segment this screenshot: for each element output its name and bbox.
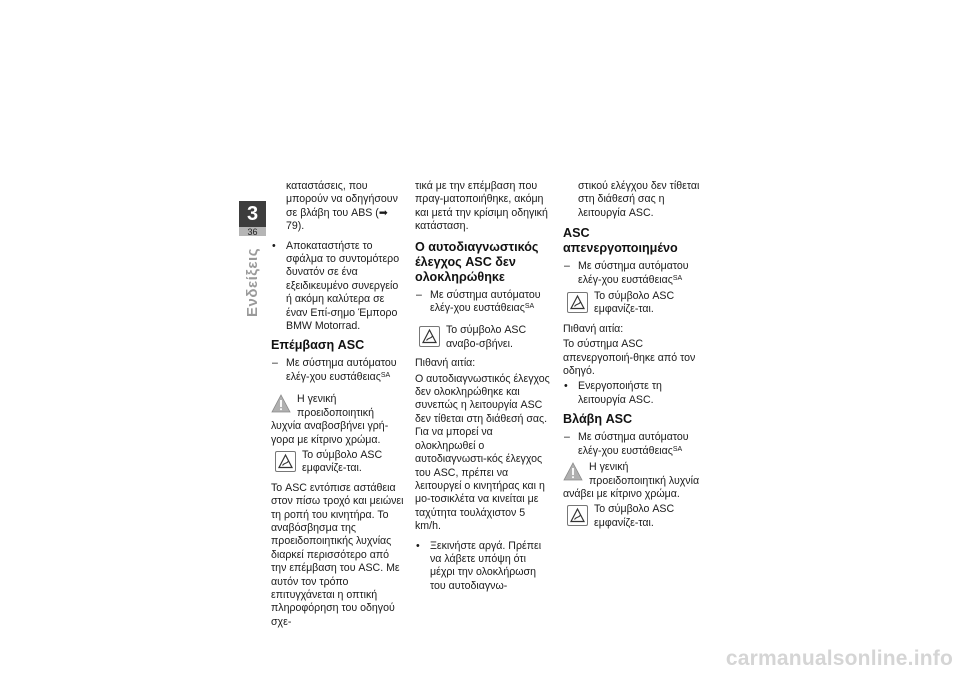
equipment-item: [271, 357, 406, 384]
column-1: [271, 180, 406, 635]
section-heading: Βλάβη ASC: [563, 412, 633, 427]
asc-symbol-icon: [567, 292, 588, 313]
column-3: [563, 180, 703, 530]
bullet-item: [415, 540, 550, 594]
equipment-text: Με σύστημα αυτόματου ελέγ-χου ευστάθειας: [430, 288, 541, 315]
section-heading: Επέμβαση ASC: [271, 338, 365, 353]
warning-note: [563, 461, 703, 501]
dash-marker: –: [564, 431, 570, 444]
bullet-text: Αποκαταστήστε το σφάλμα το συντομότερο δυνατόν σε ένα εξειδικευμένο συνεργείο ή ακόμη καλύτερα σε έναν Επί-σημο Έμπορο BMW Motorrad.: [286, 239, 400, 333]
cause-label: Πιθανή αιτία:: [563, 322, 624, 335]
equipment-item: [563, 431, 703, 458]
bullet-text: Ενεργοποιήστε τη λειτουργία ASC.: [578, 380, 662, 406]
asc-symbol-icon: [275, 451, 296, 472]
bullet-item: [271, 240, 406, 334]
symbol-note: [271, 449, 406, 476]
paragraph: καταστάσεις, που μπορούν να οδηγήσουν σε βλάβη του ABS (➡ 79).: [286, 180, 398, 233]
sa-superscript: SA: [672, 274, 683, 282]
page-number: 36: [247, 227, 258, 237]
column-2: [415, 180, 550, 596]
watermark: carmanualsonline.info: [725, 647, 953, 670]
sa-superscript: SA: [524, 303, 535, 311]
equipment-item: [563, 260, 703, 287]
symbol-text: Το σύμβολο ASC εμφανίζε-ται.: [594, 290, 675, 316]
warning-note: [271, 393, 406, 447]
warning-text: Η γενική προειδοποιητική λυχνία αναβοσβήνει γρή-γορα με κίτρινο χρώμα.: [271, 393, 389, 446]
warning-text: Η γενική προειδοποιητική λυχνία ανάβει με κίτρινο χρώμα.: [563, 461, 700, 500]
cause-text: Ο αυτοδιαγνωστικός έλεγχος δεν ολοκληρώθηκε και συνεπώς η λειτουργία ASC δεν τίθεται στη διάθεσή σας. Για να μπορεί να ολοκληρωθεί ο αυτοδιαγνωστι-κός έλεγχος του ASC, πρέπει να λειτουργεί ο κινητήρας και η μο-τοσικλέτα να κινείται με ταχύτητα τουλάχιστον 5 km/h.: [415, 372, 550, 533]
symbol-note: [415, 324, 550, 351]
sa-superscript: SA: [672, 445, 683, 453]
symbol-note: [563, 503, 703, 530]
cause-label: Πιθανή αιτία:: [415, 357, 476, 370]
equipment-text: Με σύστημα αυτόματου ελέγ-χου ευστάθειας: [578, 431, 689, 457]
bullet-marker: •: [272, 239, 276, 252]
equipment-text: Με σύστημα αυτόματου ελέγ-χου ευστάθειας: [578, 260, 689, 286]
symbol-text: Το σύμβολο ASC εμφανίζε-ται.: [302, 448, 383, 475]
paragraph: Το ASC εντόπισε αστάθεια στον πίσω τροχό και μειώνει τη ροπή του κινητήρα. Το αναβόσβησμα της προειδοποιητικής λυχνίας διαρκεί περισσότερο από την επέμβαση του ASC. Με αυτόν τον τρόπο επιτυγχάνεται η οπτική πληροφόρηση του οδηγού σχε-: [271, 481, 404, 628]
asc-symbol-icon: [419, 326, 440, 347]
dash-marker: –: [416, 288, 422, 301]
symbol-note: [563, 290, 703, 317]
dash-marker: –: [564, 260, 570, 273]
bullet-marker: •: [564, 380, 568, 393]
sa-superscript: SA: [380, 371, 391, 379]
chapter-number: 3: [239, 201, 266, 227]
bullet-text: Ξεκινήστε αργά. Πρέπει να λάβετε υπόψη ότι μέχρι την ολοκλήρωση του αυτοδιαγνω-: [430, 539, 542, 592]
equipment-text: Με σύστημα αυτόματου ελέγ-χου ευστάθειας: [286, 357, 397, 383]
cause-text: Το σύστημα ASC απενεργοποιή-θηκε από τον οδηγό.: [563, 338, 696, 378]
bullet-item: [563, 380, 703, 407]
warning-triangle-icon: [563, 462, 583, 482]
symbol-text: Το σύμβολο ASC εμφανίζε-ται.: [594, 503, 675, 529]
section-heading: ASC απενεργοποιημένο: [563, 226, 678, 256]
bullet-marker: •: [416, 539, 420, 552]
dash-marker: –: [272, 357, 278, 370]
equipment-item: [415, 289, 550, 316]
paragraph: στικού ελέγχου δεν τίθεται στη διάθεσή σας η λειτουργία ASC.: [578, 180, 700, 219]
section-heading: Ο αυτοδιαγνωστικός έλεγχος ASC δεν ολοκληρώθηκε: [415, 239, 539, 284]
asc-symbol-icon: [567, 505, 588, 526]
symbol-text: Το σύμβολο ASC αναβο-σβήνει.: [446, 324, 527, 350]
paragraph: τικά με την επέμβαση που πραγ-ματοποιήθηκε, ακόμη και μετά την κρίσιμη οδηγική κατάσταση.: [415, 180, 548, 233]
warning-triangle-icon: [271, 394, 291, 414]
section-name: Ενδείξεις: [244, 248, 261, 317]
